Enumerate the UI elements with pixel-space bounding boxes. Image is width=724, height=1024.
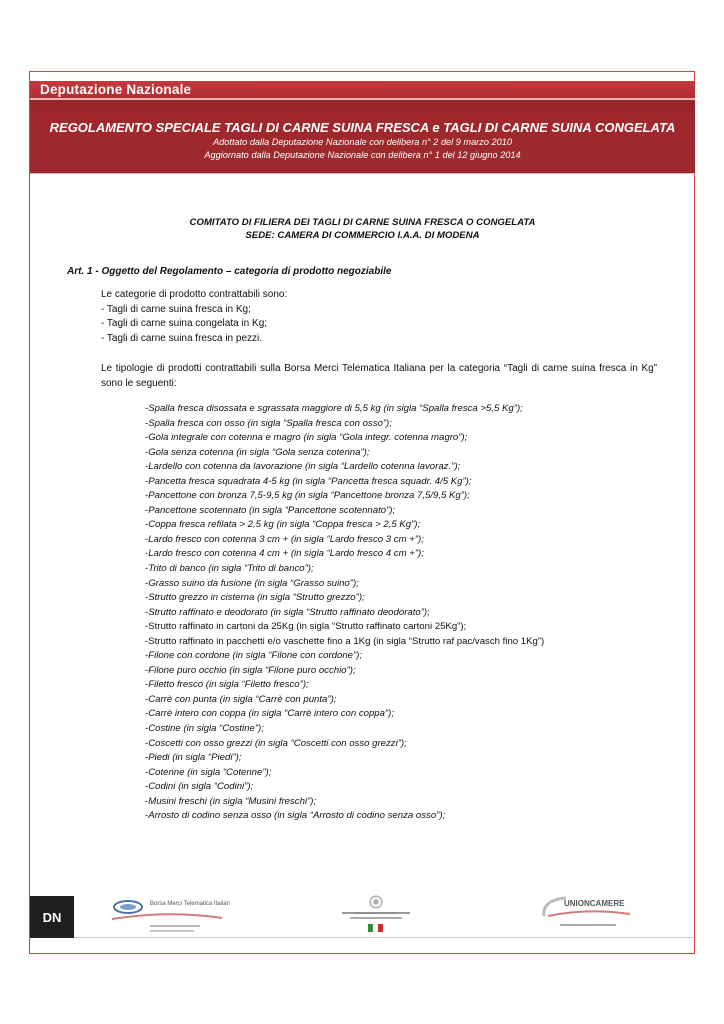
list-dash: - — [145, 621, 149, 633]
product-label: Cotenne (in sigla “Cotenne”); — [148, 766, 272, 778]
product-item — [145, 577, 544, 592]
product-label: Strutto raffinato in pacchetti e/o vaschette fino a 1Kg (in sigla “Strutto raf pac/vasch fino 1Kg”) — [148, 635, 545, 647]
list-dash: - — [145, 781, 149, 793]
product-item — [145, 809, 544, 824]
list-dash: - — [145, 723, 149, 735]
regulation-updated-note: Aggiornato dalla Deputazione Nazionale con delibera n° 1 del 12 giugno 2014 — [204, 150, 521, 160]
product-label: Lardo fresco con cotenna 4 cm + (in sigla “Lardo fresco 4 cm +”); — [148, 548, 424, 560]
borsa-merci-logo — [110, 894, 230, 943]
footer-dn-badge: DN — [30, 896, 74, 938]
product-item — [145, 678, 544, 693]
list-dash: - — [145, 519, 149, 531]
brand-title: Deputazione Nazionale — [40, 82, 192, 97]
product-item — [145, 620, 544, 635]
product-label: Lardello con cotenna da lavorazione (in sigla “Lardello cotenna lavoraz.”); — [148, 461, 461, 473]
product-label: Strutto raffinato in cartoni da 25Kg (in sigla “Strutto raffinato cartoni 25Kg”); — [148, 621, 467, 633]
list-dash: - — [145, 548, 149, 560]
product-item — [145, 751, 544, 766]
product-item — [145, 475, 544, 490]
product-label: Costine (in sigla “Costine”); — [148, 723, 264, 735]
product-label: Codini (in sigla “Codini”); — [148, 781, 254, 793]
ministry-logo — [336, 894, 416, 943]
product-item — [145, 460, 544, 475]
regulation-adopted-note: Adottato dalla Deputazione Nazionale con delibera n° 2 del 9 marzo 2010 — [213, 137, 512, 147]
product-label: Coscetti con osso grezzi (in sigla “Coscetti con osso grezzi”); — [148, 737, 407, 749]
product-item — [145, 547, 544, 562]
product-item — [145, 693, 544, 708]
list-dash: - — [145, 766, 149, 778]
list-dash: - — [145, 650, 149, 662]
list-dash: - — [145, 403, 149, 414]
intro-line: - Tagli di carne suina fresca in pezzi. — [101, 332, 263, 344]
list-dash: - — [145, 475, 149, 487]
product-label: Pancettone con bronza 7,5-9,5 kg (in sigla “Pancettone bronza 7,5/9,5 Kg”); — [148, 490, 470, 502]
list-dash: - — [145, 504, 149, 516]
list-dash: - — [145, 417, 149, 429]
product-label: Pancettone scotennato (in sigla “Pancettone scotennato”); — [148, 504, 396, 516]
list-dash: - — [145, 592, 149, 604]
intro-line: Le categorie di prodotto contrattabili sono: — [101, 289, 288, 300]
product-label: Spalla fresca con osso (in sigla “Spalla fresca con osso”); — [148, 417, 392, 429]
product-item — [145, 431, 544, 446]
product-label: Musini freschi (in sigla “Musini freschi”); — [148, 795, 317, 807]
product-label: Coppa fresca refilata > 2,5 kg (in sigla “Coppa fresca > 2,5 Kg”); — [148, 519, 421, 531]
product-item — [145, 780, 544, 795]
product-label: Gola senza cotenna (in sigla “Gola senza cotenna”); — [148, 446, 370, 458]
list-dash: - — [145, 432, 149, 444]
product-label: Carrè con punta (in sigla “Carrè con punta”); — [148, 693, 337, 705]
product-item — [145, 606, 544, 621]
product-label: Filone puro occhio (in sigla “Filone puro occhio”); — [148, 664, 356, 676]
committee-name: COMITATO DI FILIERA DEI TAGLI DI CARNE SUINA FRESCA O CONGELATA — [189, 217, 536, 228]
logo-text: Borsa Merci Telematica Italiana — [150, 901, 230, 907]
list-dash: - — [145, 533, 149, 545]
product-item — [145, 649, 544, 664]
product-label: Filone con cordone (in sigla “Filone con cordone”); — [148, 650, 363, 662]
regulation-title: REGOLAMENTO SPECIALE TAGLI DI CARNE SUINA FRESCA e TAGLI DI CARNE SUINA CONGELATA — [49, 120, 676, 135]
product-item — [145, 707, 544, 722]
product-item — [145, 417, 544, 432]
list-dash: - — [145, 810, 149, 822]
product-label: Lardo fresco con cotenna 3 cm + (in sigla “Lardo fresco 3 cm +”); — [148, 533, 424, 545]
list-dash: - — [145, 664, 149, 676]
product-label: Spalla fresca disossata e sgrassata maggiore di 5,5 kg (in sigla “Spalla fresca >5,5 Kg”); — [148, 403, 523, 414]
product-item — [145, 591, 544, 606]
logo-text: Ministero delle Politiche Agricole — [354, 911, 398, 915]
list-dash: - — [145, 795, 149, 807]
product-item — [145, 664, 544, 679]
product-item — [145, 489, 544, 504]
product-item — [145, 766, 544, 781]
product-item — [145, 795, 544, 810]
list-dash: - — [145, 577, 149, 589]
header-bottom-divider — [30, 173, 695, 174]
header-divider — [30, 98, 695, 100]
product-label: Piedi (in sigla “Piedi”); — [148, 752, 242, 764]
intro-line: - Tagli di carne suina congelata in Kg; — [101, 318, 268, 329]
list-dash: - — [145, 752, 149, 764]
product-label: Carrè intero con coppa (in sigla “Carrè intero con coppa”); — [148, 708, 395, 720]
list-dash: - — [145, 461, 149, 473]
committee-seat: SEDE: CAMERA DI COMMERCIO I.A.A. DI MODENA — [245, 230, 480, 241]
category-intro — [101, 288, 287, 346]
intro-line: - Tagli di carne suina fresca in Kg; — [101, 303, 251, 315]
product-label: Arrosto di codino senza osso (in sigla “Arrosto di codino senza osso”); — [148, 810, 446, 822]
product-list — [145, 402, 544, 824]
list-dash: - — [145, 563, 149, 575]
product-item — [145, 533, 544, 548]
product-label: Gola integrale con cotenna e magro (in sigla “Gola integr. cotenna magro”); — [148, 432, 468, 444]
product-label: Strutto raffinato e deodorato (in sigla “Strutto raffinato deodorato”); — [148, 606, 430, 618]
product-types-paragraph: Le tipologie di prodotti contrattabili sulla Borsa Merci Telematica Italiana per la categoria “Tagli di carne suina fresca in Kg” sono le seguenti: — [101, 363, 657, 389]
product-item — [145, 402, 544, 417]
logo-text: UNIONCAMERE — [564, 899, 625, 908]
product-item — [145, 518, 544, 533]
product-item — [145, 562, 544, 577]
product-item — [145, 504, 544, 519]
product-label: Pancetta fresca squadrata 4-5 kg (in sigla “Pancetta fresca squadr. 4/5 Kg”); — [148, 475, 472, 487]
list-dash: - — [145, 635, 149, 647]
product-item — [145, 446, 544, 461]
list-dash: - — [145, 490, 149, 502]
product-label: Filetto fresco (in sigla “Filetto fresco”); — [148, 679, 309, 691]
article-heading: Art. 1 - Oggetto del Regolamento – categoria di prodotto negoziabile — [67, 266, 392, 277]
product-item — [145, 737, 544, 752]
list-dash: - — [145, 446, 149, 458]
list-dash: - — [145, 708, 149, 720]
product-item — [145, 635, 544, 650]
list-dash: - — [145, 679, 149, 691]
product-label: Strutto grezzo in cisterna (in sigla “Strutto grezzo”); — [148, 592, 365, 604]
list-dash: - — [145, 737, 149, 749]
product-item — [145, 722, 544, 737]
unioncamere-logo — [538, 894, 638, 939]
list-dash: - — [145, 693, 149, 705]
list-dash: - — [145, 606, 149, 618]
product-label: Grasso suino da fusione (in sigla “Grasso suino”); — [148, 577, 359, 589]
product-label: Trito di banco (in sigla “Trito di banco”); — [148, 563, 314, 575]
